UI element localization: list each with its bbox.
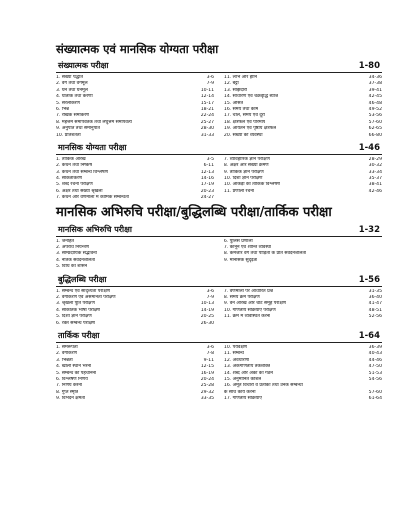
entry-title: 7. रैखिक समीकरण [56, 113, 90, 119]
entry-title: 5. शब्द रचना परीक्षण [56, 182, 93, 188]
entry-title: 9. वेन आरेख और चार्ट समूह परीक्षण [223, 301, 287, 307]
entry-pages: 53-56 [368, 113, 382, 119]
toc-entry[interactable] [224, 258, 382, 264]
entry-pages: 47-50 [368, 364, 382, 370]
entry-title: 14. साधारण एवं चक्रवृद्धि ब्याज [223, 94, 279, 100]
toc-section [56, 225, 382, 271]
entry-pages: 41-47 [368, 301, 382, 307]
entry-title: 8. समय क्रम परीक्षण [223, 294, 260, 300]
toc-entry[interactable] [56, 396, 214, 402]
entry-pages: 20-24 [200, 376, 215, 382]
entry-pages: 48-51 [368, 307, 382, 313]
entry-title: 7. कानून एवं शान्ति व्यवस्था [223, 245, 272, 251]
entry-title: 17. गणितीय संक्रियाएँ [223, 396, 262, 402]
entry-title: 3. साम्प्रदायिक सद्भावना [56, 251, 97, 257]
entry-pages: 16-19 [200, 370, 215, 376]
entry-pages: 7-8 [206, 351, 215, 357]
entry-pages: 26-30 [200, 320, 215, 326]
entry-title: 2. वर्गीकरण एवं असमानता परीक्षण [56, 294, 116, 300]
entry-pages: 22-24 [200, 113, 215, 119]
section-entries [56, 155, 382, 202]
entry-pages: 34-36 [368, 75, 382, 80]
entry-pages: 52-56 [368, 314, 382, 320]
entry-title: 10. पर्यवेक्षण [223, 344, 248, 350]
entry-pages: 46-48 [368, 100, 382, 106]
entry-column-left [56, 75, 214, 139]
entry-title: 3. कथन तथा सम्बन्ध विश्लेषण [56, 169, 109, 175]
entry-pages: 7-9 [206, 294, 215, 300]
entry-pages: 54-56 [368, 376, 382, 382]
section-page-range: 1-80 [358, 61, 380, 71]
entry-pages: 57-60 [368, 389, 382, 395]
entry-pages: 3-6 [206, 288, 215, 294]
toc-section [56, 331, 382, 403]
entry-pages: 25-27 [200, 119, 215, 125]
entry-pages: 25-28 [200, 383, 215, 389]
entry-column-left [56, 345, 214, 403]
entry-pages: 18-21 [200, 106, 215, 112]
entry-pages: 33-35 [200, 396, 215, 402]
entry-pages: 14-16 [200, 176, 215, 182]
toc-entry[interactable] [224, 314, 382, 320]
entry-pages: 12-14 [200, 94, 215, 100]
entry-pages: 33-34 [368, 169, 382, 175]
entry-pages: 36-39 [368, 344, 382, 350]
entry-title: 12. बट्टा [223, 81, 239, 87]
section-header [56, 61, 382, 73]
entry-title: 4. सांकेतीकरण [56, 176, 83, 182]
entry-pages: 66-80 [368, 132, 382, 138]
section-page-range: 1-46 [358, 142, 380, 153]
entry-title: 10. आँकड़ों का तार्किक विश्लेषण [223, 182, 281, 188]
entry-pages: 42-45 [368, 94, 382, 100]
section-title: बुद्धिलब्धि परीक्षा [58, 274, 107, 284]
entry-column-right [224, 345, 382, 403]
section-header [56, 331, 382, 343]
entry-title: 7. वर्णमाला पर आधारित प्रश्न [223, 288, 273, 294]
entry-pages: 44-46 [368, 357, 382, 363]
entry-title: 9. मानसिक सुदृढ़ता [223, 257, 258, 263]
section-entries [56, 73, 382, 139]
toc-entry[interactable] [224, 189, 382, 195]
entry-pages: 36-40 [368, 294, 382, 300]
entry-title: 14. शब्द और अंकों का गठन [223, 370, 273, 376]
toc-entry[interactable] [56, 264, 214, 270]
entry-pages: 3-5 [206, 156, 215, 162]
entry-pages: 31-35 [368, 288, 382, 294]
main-title-aptitude-iq-reasoning: मानसिक अभिरुचि परीक्षा/बुद्धिलब्धि परीक्षा/तार्किक परीक्षा [56, 204, 332, 220]
entry-title: 17. चाल, समय एवं दूरी [223, 113, 265, 119]
section-page-range: 1-64 [358, 330, 380, 341]
entry-pages: 28-30 [200, 126, 215, 132]
entry-title: 2. वर्गीकरण [56, 351, 77, 357]
section-title: तार्किक परीक्षा [58, 330, 100, 340]
entry-pages [380, 258, 382, 264]
entry-title: 9. अनुपात तथा समानुपात [56, 126, 100, 132]
entry-title: 10. प्रतिशतता [56, 132, 81, 138]
entry-title: 2. अपराध नियन्त्रण [56, 245, 90, 251]
section-title: मानसिक योग्यता परीक्षा [58, 142, 127, 152]
entry-title: 11. प्रणाली रचना [223, 188, 255, 194]
entry-pages: 24-27 [200, 195, 215, 201]
entry-pages [212, 264, 214, 270]
entry-title: 11. सम्बन्ध [223, 351, 244, 357]
entry-pages: 37-38 [368, 81, 382, 87]
entry-title: 16. समय तथा काम [223, 106, 259, 112]
entry-title: 4. सांकेतिक भाषा परीक्षण [56, 307, 101, 313]
entry-title: 5. दिशा ज्ञान परीक्षण [56, 314, 92, 320]
entry-pages: 40-43 [368, 351, 382, 357]
toc-entry[interactable] [56, 321, 214, 327]
section-page-range: 1-56 [358, 274, 380, 285]
entry-title: 1. तार्किक आरेख [56, 156, 86, 162]
section-page-range: 1-32 [358, 224, 380, 235]
section-header [56, 275, 382, 287]
entry-title: 13. साझेदारी [223, 87, 248, 93]
entry-title: 7. कथन और वर्णमाला में कार्मिक सम्बन्धता [56, 195, 129, 201]
section-entries [56, 343, 382, 403]
entry-pages: 31-33 [200, 132, 215, 138]
entry-pages: 38-41 [368, 182, 382, 188]
section-header [56, 225, 382, 237]
entry-pages: 12-13 [200, 169, 215, 175]
toc-section [56, 275, 382, 327]
entry-pages: 10-11 [200, 87, 215, 93]
entry-title: 8. महत्तम समापवर्तक तथा लघुत्तम समापवर्त्य [56, 119, 132, 125]
entry-title: 7. निर्णय करना [56, 383, 83, 389]
entry-pages: 12-15 [200, 364, 215, 370]
entry-column-right [224, 289, 382, 327]
entry-title: 11. क्रम में व्यवस्थित करना [223, 314, 271, 320]
entry-title: 1. समरूपता [56, 344, 78, 350]
entry-pages: 20-23 [200, 188, 215, 194]
section-title: मानसिक अभिरुचि परीक्षा [58, 224, 132, 234]
entry-title: 4. घातांक तथा करणी [56, 94, 93, 100]
entry-pages: 17-19 [200, 182, 215, 188]
entry-pages: 62-65 [368, 126, 382, 132]
entry-title: 11. लाभ और हानि [223, 75, 258, 80]
toc-entry[interactable] [224, 396, 382, 402]
entry-pages: 42-46 [368, 188, 382, 194]
entry-column-left [56, 289, 214, 327]
entry-pages: 15-17 [200, 100, 215, 106]
entry-title: 20. संख्यों को व्यवस्था [223, 132, 263, 138]
entry-title: 8. कमजोर वर्ग तथा पीड़ितों के प्रति संवेदनशीलता [223, 251, 307, 257]
section-entries [56, 237, 382, 271]
entry-title: 9. विभेदन क्षमता [56, 396, 86, 402]
entry-title: 10. दिशा ज्ञान परीक्षण [223, 176, 263, 182]
entry-title: 3. घन तथा घनमूल [56, 87, 88, 93]
entry-title: के साथ कार्य करना [223, 389, 256, 395]
entry-pages: 39-41 [368, 87, 382, 93]
toc-section [56, 61, 382, 139]
entry-title: 6. भिन्न [56, 106, 69, 112]
entry-title: 18. क्षेत्रफल एवं परिमाप [223, 119, 266, 125]
entry-title: 4. खाली स्थान भरना [56, 364, 92, 370]
entry-pages: 61-64 [368, 396, 382, 402]
entry-pages: 28-29 [368, 156, 382, 162]
entry-title: 5. विधि का शासन [56, 264, 88, 270]
entry-pages: 30-32 [368, 163, 382, 169]
entry-pages: 14-19 [200, 307, 215, 313]
main-title-numerical-mental: संख्यात्मक एवं मानसिक योग्यता परीक्षा [56, 42, 219, 56]
section-title: संख्यात्मक परीक्षा [58, 61, 109, 70]
entry-column-right [224, 75, 382, 139]
entry-title: 6. विश्लेषण निर्णय [56, 376, 88, 382]
entry-title: 5. सरलीकरण [56, 100, 80, 106]
entry-title: 5. सम्बन्ध को पहचानना [56, 370, 97, 376]
section-entries [56, 287, 382, 327]
entry-title: 15. औसत [223, 100, 244, 106]
entry-pages: 9-11 [203, 357, 215, 363]
entry-title: 9. तार्किक ज्ञान परीक्षण [223, 169, 264, 175]
entry-pages: 10-13 [200, 301, 215, 307]
entry-title: 2. कथन तथा निष्कर्ष [56, 163, 92, 169]
entry-column-left [56, 157, 214, 202]
entry-pages: 3-6 [206, 75, 215, 80]
entry-pages: 29-32 [200, 389, 215, 395]
entry-title: 12. अवधारणा [223, 357, 250, 363]
entry-pages: 6-11 [203, 163, 215, 169]
entry-title: 6. पुलिस प्रणाली [223, 238, 253, 244]
entry-pages: 49-52 [368, 106, 382, 112]
entry-title: 13. अंकगणितीय तर्कशक्ति [223, 364, 271, 370]
entry-title: 6. अक्षर तथा संख्या श्रृंखला [56, 188, 103, 194]
entry-pages: 7-9 [206, 81, 215, 87]
entry-title: 3. भिन्नता [56, 357, 73, 363]
entry-pages: 20-25 [200, 314, 215, 320]
entry-title: 8. अक्षर और संख्या क्रमेण [223, 163, 269, 169]
entry-title: 2. वर्ग तथा वर्गमूल [56, 81, 88, 87]
entry-title: 1. संख्या पद्धति [56, 75, 84, 80]
entry-pages: 3-6 [206, 344, 215, 350]
section-header [56, 143, 382, 155]
entry-title: 6. रक्त सम्बन्ध परीक्षण [56, 320, 96, 326]
entry-title: 1. सम्बन्ध एवं सादृश्यता परीक्षण [56, 288, 111, 294]
entry-column-left [56, 239, 214, 271]
entry-column-right [224, 157, 382, 202]
entry-column-right [224, 239, 382, 271]
entry-title: 4. नैतिक संवेदनशीलता [56, 257, 96, 263]
entry-pages: 51-53 [368, 370, 382, 376]
entry-title: 10. गणितीय संक्रियाएँ परीक्षण [223, 307, 276, 313]
entry-title: 15. अनुमानित कौशल [223, 376, 262, 382]
entry-title: 8. गुप्त स्मृति [56, 389, 79, 395]
toc-entry[interactable] [56, 195, 214, 201]
entry-title: 16. अमूर्त विचारों व प्रतीकों तथा उनके सम्बन्धों [223, 383, 303, 389]
entry-pages: 35-37 [368, 176, 382, 182]
toc-entry[interactable] [224, 133, 382, 139]
entry-pages: 57-60 [368, 119, 382, 125]
toc-entry[interactable] [56, 133, 214, 139]
toc-section [56, 143, 382, 202]
entry-title: 1. जनहित [56, 238, 75, 244]
entry-title: 7. व्यावहारिक ज्ञान परीक्षण [223, 156, 270, 162]
entry-title: 19. आयतन एवं पृष्ठीय क्षेत्रफल [223, 126, 277, 132]
entry-title: 3. श्रृंखला पूर्ति परीक्षण [56, 301, 95, 307]
